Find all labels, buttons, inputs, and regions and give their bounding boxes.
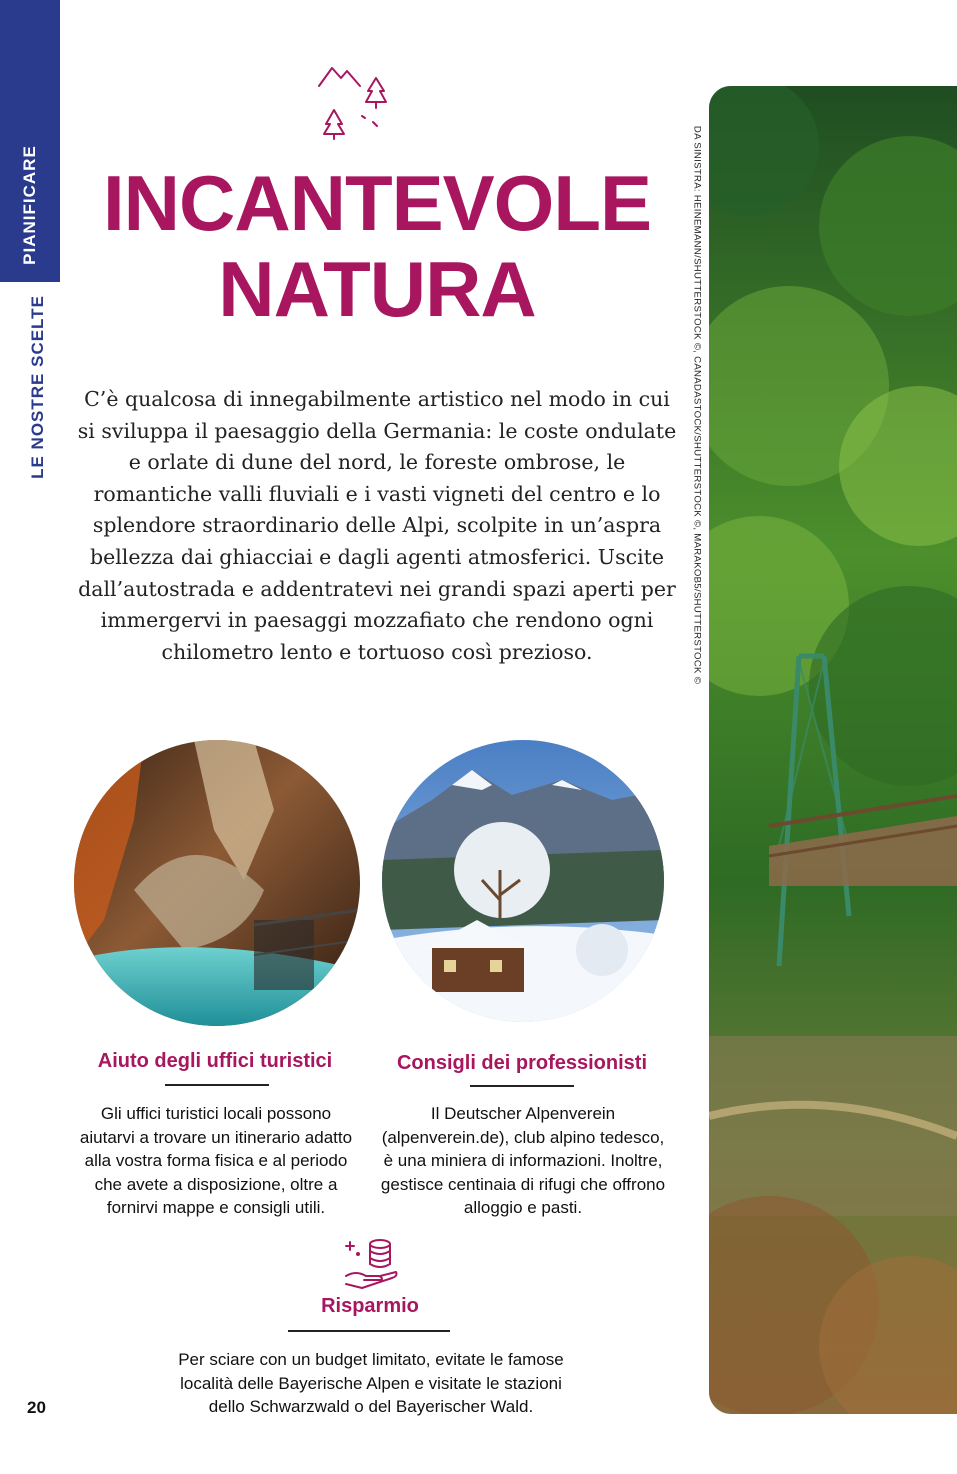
tip-body-tourist-offices: Gli uffici turistici locali possono aiutarvi a trovare un itinerario adatto alla vostra forma fisica e al periodo che avete a disposizione, oltre a fornirvi mappe e consigli utili. [79,1104,353,1217]
title-line-2: NATURA [218,245,536,333]
page-number: 20 [27,1398,46,1417]
winter-chalet-photo [382,740,664,1022]
tip-divider [470,1085,574,1087]
forest-bridge-photo [709,86,957,1414]
title-line-1: INCANTEVOLE [102,159,652,247]
money-hand-icon [342,1238,402,1290]
tip-title-savings: Risparmio [321,1295,419,1317]
intro-paragraph: C’è qualcosa di innegabilmente artistico nel modo in cui si sviluppa il paesaggio della Germania: le coste ondulate e orlate di dune del nord, le foreste ombrose, le romantiche valli fluviali e i vasti vigneti del centro e lo splendore straordinario delle Alpi, scolpite in un’aspra bellezza dai ghiacciai e dagli agenti atmosferici. Uscite dall’autostrada e addentratevi nei grandi spazi aperti per immergervi in paesaggi mozzafiato che rendono ogni chilometro lento e tortuoso così prezioso. [77,387,677,664]
page-title [60,160,694,332]
tip-divider [288,1330,450,1332]
tip-divider [165,1084,269,1086]
photo-credit: DA SINISTRA: HEINEMANN/SHUTTERSTOCK ©, CANADASTOCK/SHUTTERSTOCK ©, MARAKOB5/SHUTTERSTOCK © [691,125,703,685]
mountain-trees-icon [316,62,396,140]
side-tab [0,0,60,282]
tip-body-savings: Per sciare con un budget limitato, evitate le famose località delle Bayerische Alpen e visitate le stazioni dello Schwarzwald o del Bayerischer Wald. [178,1350,564,1416]
tip-title-tourist-offices: Aiuto degli uffici turistici [97,1050,333,1072]
tip-title-pro-advice: Consigli dei professionisti [396,1052,648,1074]
side-tab-label: PIANIFICARE [20,145,39,265]
gorge-photo [74,740,360,1026]
side-section-label: LE NOSTRE SCELTE [28,295,47,479]
tip-body-pro-advice: Il Deutscher Alpenverein (alpenverein.de), club alpino tedesco, è una miniera di informazioni. Inoltre, gestisce centinaia di rifugi che offrono alloggio e pasti. [380,1104,666,1217]
